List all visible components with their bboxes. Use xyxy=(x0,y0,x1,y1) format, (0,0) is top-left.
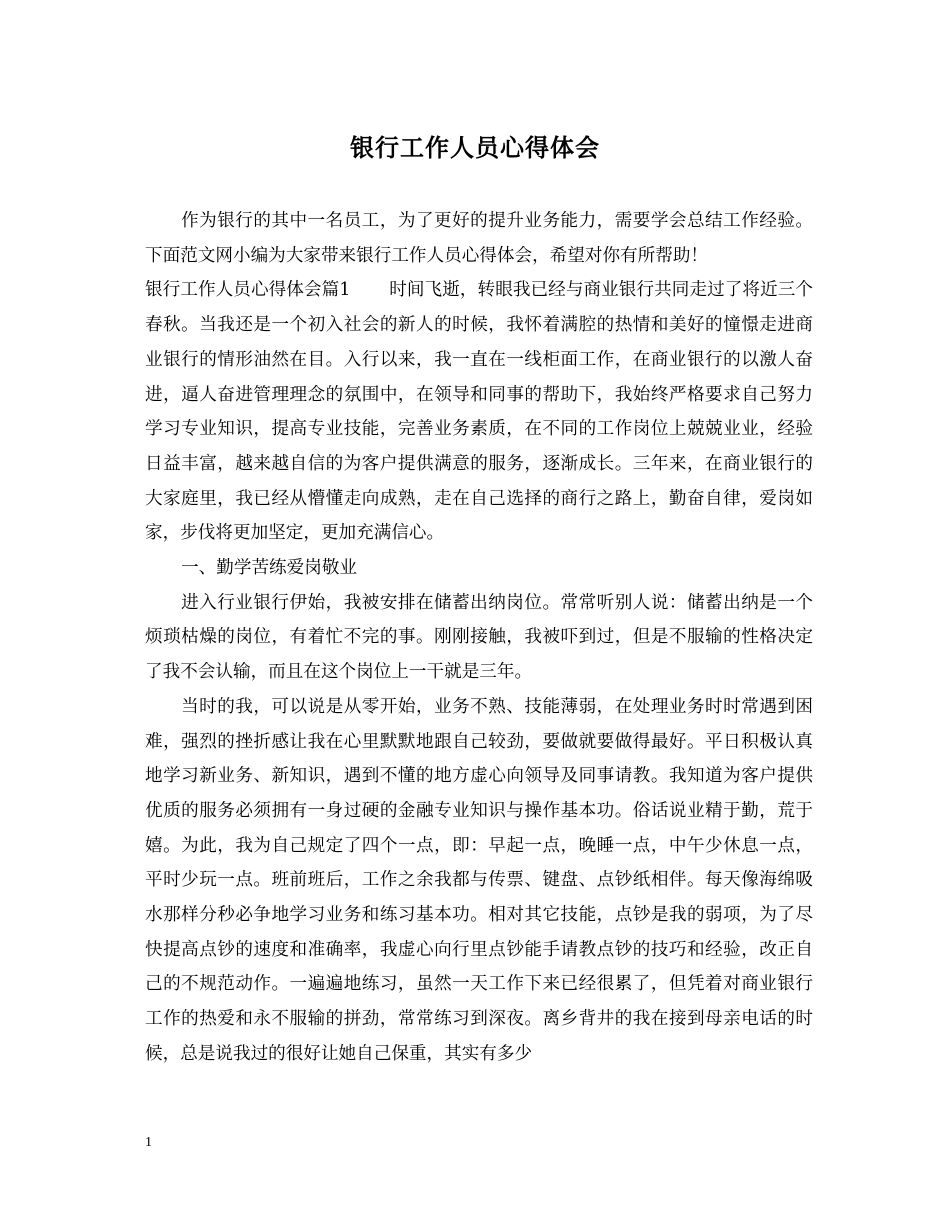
page-number: 1 xyxy=(145,1135,152,1150)
intro-paragraph: 作为银行的其中一名员工，为了更好的提升业务能力，需要学会总结工作经验。下面范文网小编为大家带来银行工作人员心得体会，希望对你有所帮助！ xyxy=(145,211,813,266)
paragraph-teller-position: 进入行业银行伊始，我被安排在储蓄出纳岗位。常常听别人说：储蓄出纳是一个烦琐枯燥的岗位，有着忙不完的事。刚刚接触，我被吓到过，但是不服输的性格决定了我不会认输，而且在这个岗位上一干就是三年。 xyxy=(145,592,813,683)
document-body xyxy=(145,204,813,1072)
section-1-heading: 银行工作人员心得体会篇1 xyxy=(145,280,351,301)
document-title: 银行工作人员心得体会 xyxy=(350,133,600,162)
section-1-text: 时间飞逝，转眼我已经与商业银行共同走过了将近三个春秋。当我还是一个初入社会的新人的时候，我怀着满腔的热情和美好的憧憬走进商业银行的情形油然在目。入行以来，我一直在一线柜面工作，在商业银行的以激人奋进，逼人奋进管理理念的氛围中，在领导和同事的帮助下，我始终严格要求自己努力学习专业知识，提高专业技能，完善业务素质，在不同的工作岗位上兢兢业业，经验日益丰富，越来越自信的为客户提供满意的服务，逐渐成长。三年来，在商业银行的大家庭里，我已经从懵懂走向成熟，走在自己选择的商行之路上，勤奋自律，爱岗如家，步伐将更加坚定，更加充满信心。 xyxy=(145,280,813,544)
section-1-paragraph xyxy=(145,273,813,551)
paragraph-starting-from-zero: 当时的我，可以说是从零开始，业务不熟、技能薄弱，在处理业务时时常遇到困难，强烈的挫折感让我在心里默默地跟自己较劲，要做就要做得最好。平日积极认真地学习新业务、新知识，遇到不懂的地方虚心向领导及同事请教。我知道为客户提供优质的服务必须拥有一身过硬的金融专业知识与操作基本功。俗话说业精于勤，荒于嬉。为此，我为自己规定了四个一点，即：早起一点，晚睡一点，中午少休息一点，平时少玩一点。班前班后，工作之余我都与传票、键盘、点钞纸相伴。每天像海绵吸水那样分秒必争地学习业务和练习基本功。相对其它技能，点钞是我的弱项，为了尽快提高点钞的速度和准确率，我虚心向行里点钞能手请教点钞的技巧和经验，改正自己的不规范动作。一遍遍地练习，虽然一天工作下来已经很累了，但凭着对商业银行工作的热爱和永不服输的拼劲，常常练习到深夜。离乡背井的我在接到母亲电话的时候，总是说我过的很好让她自己保重，其实有多少 xyxy=(145,696,813,1064)
subheading-diligence: 一、勤学苦练爱岗敬业 xyxy=(181,558,358,579)
